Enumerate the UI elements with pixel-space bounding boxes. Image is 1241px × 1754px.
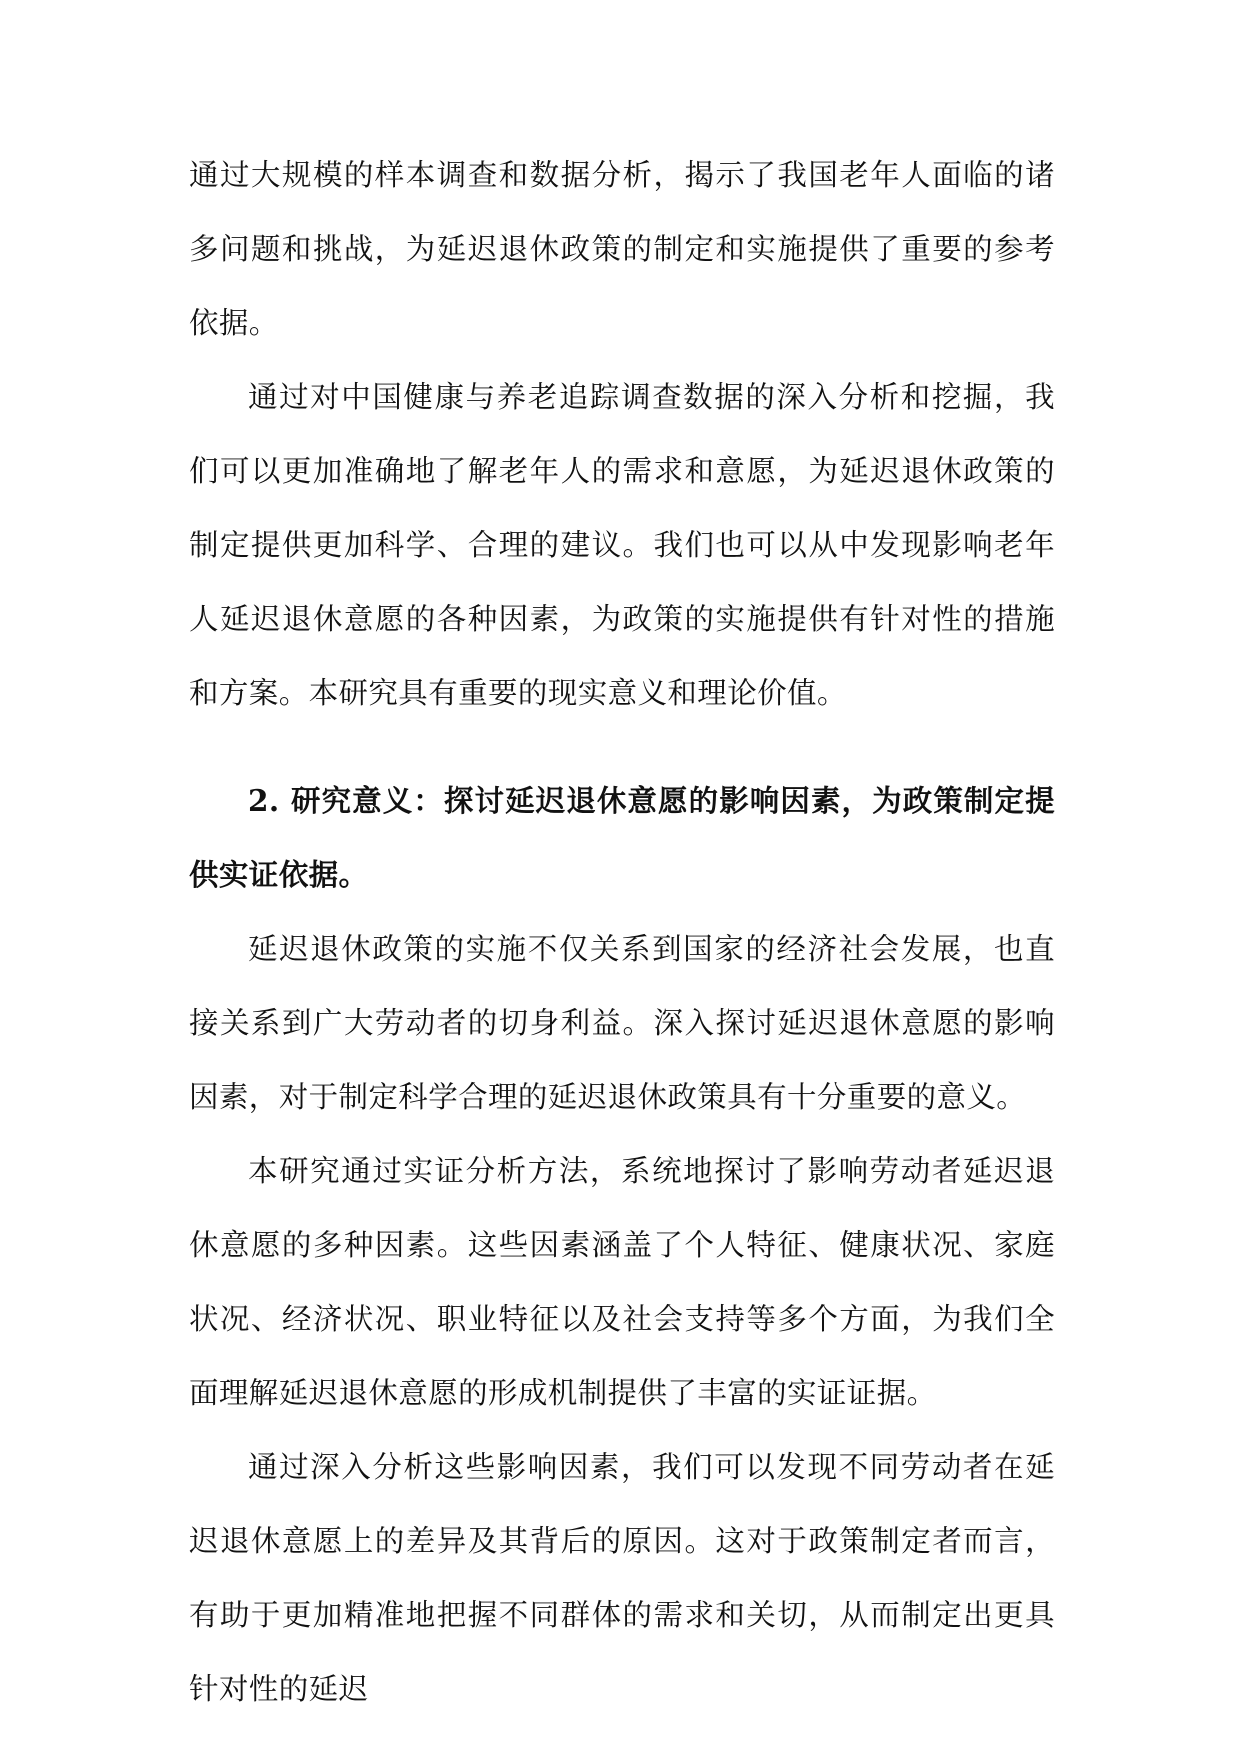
paragraph-data-analysis: 通过对中国健康与养老追踪调查数据的深入分析和挖掘，我们可以更加准确地了解老年人的需求和意愿，为延迟退休政策的制定提供更加科学、合理的建议。我们也可以从中发现影响老年人延迟退休意愿的各种因素，为政策的实施提供有针对性的措施和方案。本研究具有重要的现实意义和理论价值。 xyxy=(189,380,1055,710)
paragraph-policy-impact: 延迟退休政策的实施不仅关系到国家的经济社会发展，也直接关系到广大劳动者的切身利益。深入探讨延迟退休意愿的影响因素，对于制定科学合理的延迟退休政策具有十分重要的意义。 xyxy=(189,932,1055,1114)
paragraph-empirical-method: 本研究通过实证分析方法，系统地探讨了影响劳动者延迟退休意愿的多种因素。这些因素涵盖了个人特征、健康状况、家庭状况、经济状况、职业特征以及社会支持等多个方面，为我们全面理解延迟退休意愿的形成机制提供了丰富的实证证据。 xyxy=(189,1154,1055,1410)
section-heading: 2. 研究意义：探讨延迟退休意愿的影响因素，为政策制定提供实证依据。 xyxy=(189,783,1055,892)
document-page xyxy=(189,138,1055,1726)
paragraph-continuation: 通过大规模的样本调查和数据分析，揭示了我国老年人面临的诸多问题和挑战，为延迟退休政策的制定和实施提供了重要的参考依据。 xyxy=(189,158,1055,340)
paragraph-factor-analysis: 通过深入分析这些影响因素，我们可以发现不同劳动者在延迟退休意愿上的差异及其背后的原因。这对于政策制定者而言，有助于更加精准地把握不同群体的需求和关切，从而制定出更具针对性的延迟 xyxy=(189,1450,1055,1706)
